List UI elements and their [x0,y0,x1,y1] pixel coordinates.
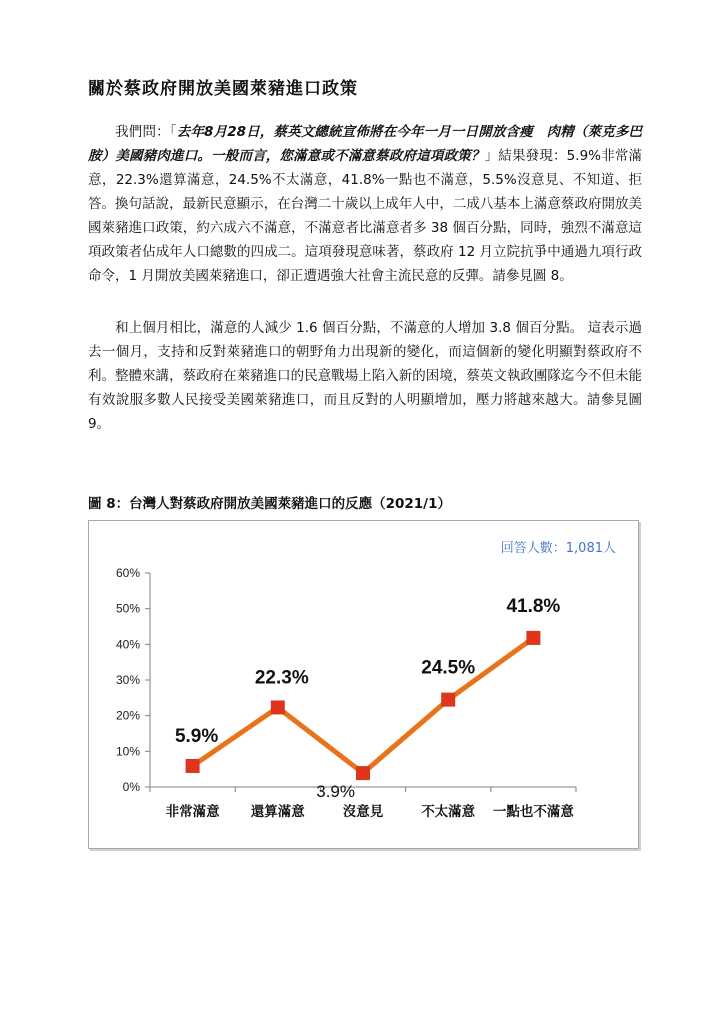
paragraph-result: 」結果發現：5.9%非常滿意，22.3%還算滿意，24.5%不太滿意，41.8%一點也不滿意，5.5%沒意見、不知道、拒答。換句話說，最新民意顯示，在台灣二十歲以上成年人中，二成八基本上滿意蔡政府開放美國萊豬進口政策，約六成六不滿意，不滿意者比滿意者多 38 個百分點，同時，強烈不滿意這項政策者佔成年人口總數的四成二。這項發現意味著，蔡政府 12 月立院抗爭中通過九項行政命令，1 月開放美國萊豬進口，卻正遭遇強大社會主流民意的反彈。請參見圖 8。 [88,148,643,284]
figure-caption: 圖 8：台灣人對蔡政府開放美國萊豬進口的反應（2021/1） [88,496,451,512]
data-label: 24.5% [421,657,476,679]
data-label: 22.3% [254,667,309,689]
y-tick-label: 40% [115,637,140,652]
paragraph-comparison-text: 和上個月相比，滿意的人減少 1.6 個百分點，不滿意的人增加 3.8 個百分點。 這表示過去一個月，支持和反對萊豬進口的朝野角力出現新的變化，而這個新的變化明顯對蔡政府不利。整體來講，蔡政府在萊豬進口的民意戰場上陷入新的困境，蔡英文執政團隊迄今不但未能有效說服多數人民接受美國萊豬進口，而且反對的人明顯增加，壓力將越來越大。請參見圖 9。 [88,320,642,432]
data-point-marker [442,693,455,706]
paragraph-lead: 我們問：「 [115,124,177,140]
data-point-marker [271,701,284,714]
y-tick-label: 60% [115,566,140,580]
survey-question: 去年8月28日，蔡英文總統宣佈將在今年一月一日開放含瘦 肉精（萊克多巴胺）美國豬肉進口。一般而言，您滿意或不滿意蔡政府這項政策？ [88,124,642,164]
data-label: 41.8% [506,595,561,617]
data-label: 5.9% [174,725,219,747]
section-title: 關於蔡政府開放美國萊豬進口政策 [88,79,358,99]
series-line [193,638,534,773]
data-point-marker [527,631,540,644]
data-point-marker [186,759,199,772]
y-tick-label: 10% [115,744,140,759]
x-tick-label: 不太滿意 [421,804,476,820]
x-tick-label: 沒意見 [342,804,384,820]
paragraph-survey-result [88,120,642,288]
x-tick-label: 一點也不滿意 [492,804,574,820]
y-tick-label: 30% [115,673,140,687]
data-point-marker [357,767,370,780]
data-label: 3.9% [316,782,355,802]
y-tick-label: 50% [115,601,140,616]
line-chart [89,521,638,848]
paragraph-comparison [88,316,642,436]
x-tick-label: 非常滿意 [165,804,220,820]
respondents-count: 回答人數：1,081人 [500,541,616,556]
chart-frame [88,520,639,849]
y-tick-label: 20% [115,708,140,723]
y-tick-label: 0% [122,780,140,794]
x-tick-label: 還算滿意 [250,804,305,820]
